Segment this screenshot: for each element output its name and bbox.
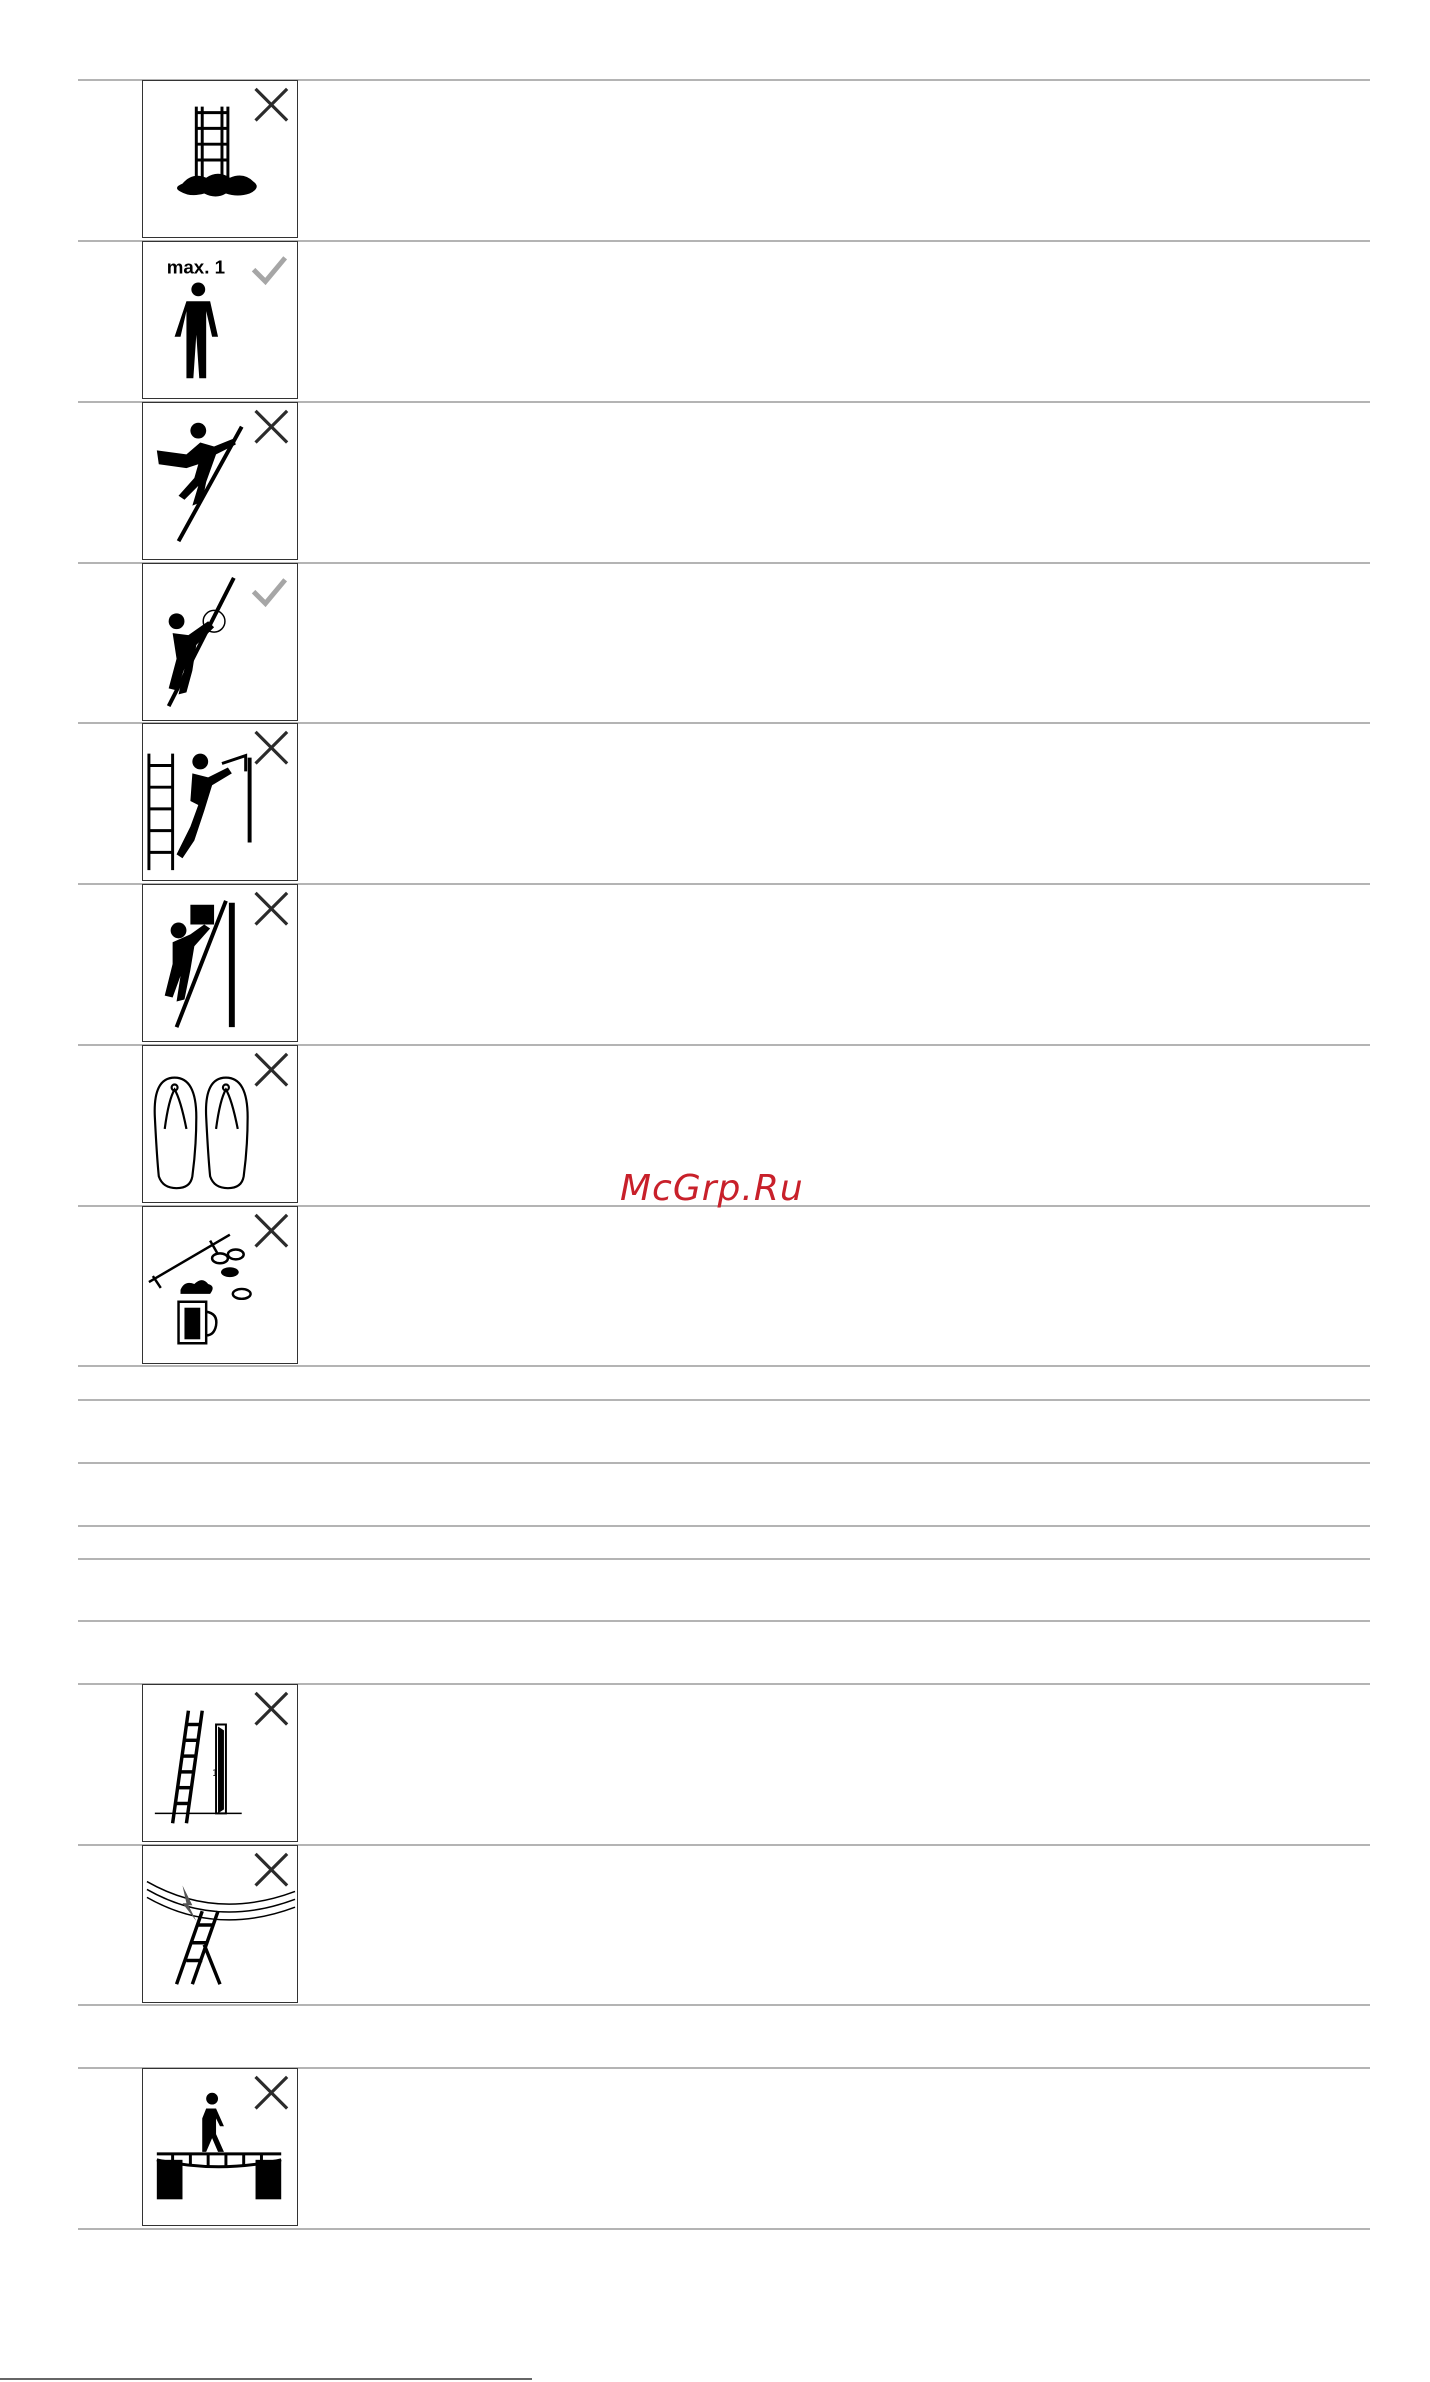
row-divider — [78, 1620, 1370, 1622]
row-divider — [78, 1558, 1370, 1560]
max-persons-label: max. 1 — [166, 256, 226, 278]
max-one-person-icon — [142, 241, 298, 399]
row-divider — [78, 2228, 1370, 2230]
ladder-on-unstable-ground-icon — [142, 80, 298, 238]
flip-flops-footwear-icon — [142, 1045, 298, 1203]
row-divider — [78, 1365, 1370, 1367]
power-lines-electrical-hazard-icon — [142, 1845, 298, 2003]
row-divider — [78, 1525, 1370, 1527]
footer-rule — [0, 2378, 532, 2380]
watermark-text: McGrp.Ru — [620, 1168, 804, 1209]
door-number-label: 1 — [212, 1768, 218, 1779]
drugs-alcohol-icon — [142, 1206, 298, 1364]
ladder-as-bridge-icon — [142, 2068, 298, 2226]
row-divider — [78, 2004, 1370, 2006]
row-divider — [78, 1399, 1370, 1401]
ladder-against-door-icon — [142, 1684, 298, 1842]
leaning-ladder-wall-work-icon — [142, 723, 298, 881]
overreaching-sideways-icon — [142, 402, 298, 560]
hand-holding-rail-icon — [142, 563, 298, 721]
row-divider — [78, 1462, 1370, 1464]
carrying-load-climbing-icon — [142, 884, 298, 1042]
